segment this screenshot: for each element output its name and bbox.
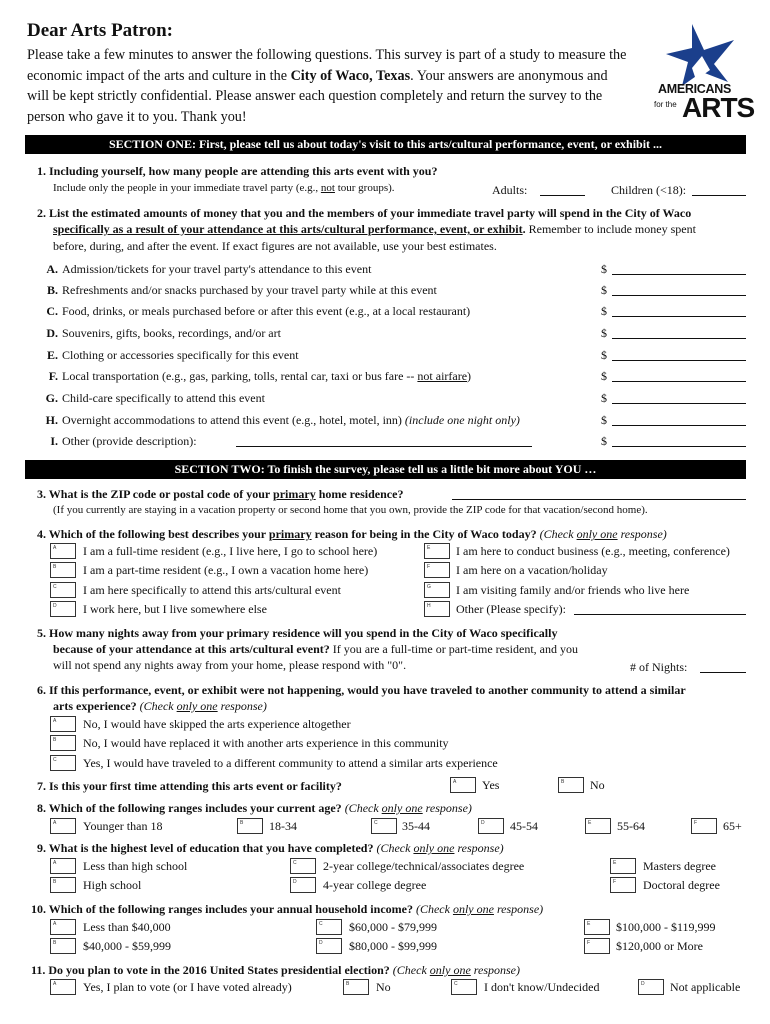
check-text: (Check	[392, 963, 430, 977]
q4-option-label: Other (Please specify):	[456, 602, 566, 616]
q8-text: Which of the following ranges includes your current age?	[48, 801, 342, 815]
dollar-sign: $	[601, 434, 607, 448]
q9-option-checkbox[interactable]: B	[50, 877, 76, 893]
logo-americans: AMERICANS	[658, 82, 731, 96]
q9-option-label: Masters degree	[643, 859, 716, 873]
q4-option-label: I am here on a vacation/holiday	[456, 563, 608, 577]
q11-option-label: I don't know/Undecided	[484, 980, 600, 994]
q8-option-checkbox[interactable]: D	[478, 818, 504, 834]
q10-number: 10.	[31, 902, 46, 916]
q6-line-2	[53, 699, 267, 714]
q6-option-label: No, I would have skipped the arts experience altogether	[83, 717, 351, 731]
q8-option-label: 45-54	[510, 819, 538, 833]
q11-option-checkbox[interactable]: C	[451, 979, 477, 995]
q8-option-label: 55-64	[617, 819, 645, 833]
spending-item	[40, 348, 299, 363]
other-description-field[interactable]	[236, 446, 532, 447]
q10-option-checkbox[interactable]: D	[316, 938, 342, 954]
section-two-bar	[25, 460, 746, 479]
q7-option-checkbox[interactable]: B	[558, 777, 584, 793]
q8-number: 8.	[37, 801, 46, 815]
q3-number: 3.	[37, 487, 46, 501]
q7-option-checkbox[interactable]: A	[450, 777, 476, 793]
q5-line-2	[53, 642, 578, 657]
q5-question	[37, 626, 557, 641]
q10-text: Which of the following ranges includes your annual household income?	[48, 902, 413, 916]
dollar-sign: $	[601, 391, 607, 405]
item-text: Admission/tickets for your travel party's attendance to this event	[62, 262, 372, 276]
item-letter: H.	[45, 413, 58, 427]
q10-option-checkbox[interactable]: A	[50, 919, 76, 935]
q8-option-checkbox[interactable]: B	[237, 818, 263, 834]
spending-item	[40, 304, 470, 319]
q9-text: What is the highest level of education that you have completed?	[48, 841, 374, 855]
q11-option-label: No	[376, 980, 391, 994]
dollar-sign: $	[601, 283, 607, 297]
spending-item	[40, 434, 197, 449]
q2-number: 2.	[37, 206, 46, 220]
nights-label: # of Nights:	[630, 660, 688, 674]
amount-field[interactable]	[612, 446, 746, 447]
item-text: Souvenirs, gifts, books, recordings, and/or art	[62, 326, 281, 340]
item-letter: F.	[48, 369, 58, 383]
q10-option-label: $60,000 - $79,999	[349, 920, 437, 934]
q9-question	[37, 841, 504, 856]
q6-option-label: No, I would have replaced it with another arts experience in this community	[83, 736, 449, 750]
q4-option-checkbox[interactable]: B	[50, 562, 76, 578]
q9-check-hint	[376, 841, 503, 855]
amount-field[interactable]	[612, 360, 746, 361]
q5-number: 5.	[37, 626, 46, 640]
q4-option-checkbox[interactable]: F	[424, 562, 450, 578]
dollar-sign: $	[601, 348, 607, 362]
only-one: only one	[413, 841, 455, 855]
item-letter: A.	[46, 262, 58, 276]
children-field[interactable]	[692, 195, 746, 196]
q5-rest-1: If you are a full-time or part-time resident, and you	[329, 642, 578, 656]
spending-item	[40, 262, 371, 277]
q7-option-label: Yes	[482, 778, 500, 792]
q10-option-label: Less than $40,000	[83, 920, 171, 934]
q10-option-checkbox[interactable]: F	[584, 938, 610, 954]
section-one-bar: SECTION ONE: First, please tell us about today's visit to this arts/cultural performance, event, or exhibit ...	[25, 135, 746, 154]
q9-number: 9.	[37, 841, 46, 855]
response-text: response)	[493, 902, 544, 916]
item-text: Child-care specifically to attend this event	[62, 391, 265, 405]
q6-text-2: arts experience?	[53, 699, 137, 713]
q4-question	[37, 527, 667, 542]
only-one: only one	[576, 527, 618, 541]
intro-city: City of Waco, Texas	[290, 67, 411, 84]
spending-item	[40, 413, 520, 428]
q11-number: 11.	[31, 963, 46, 977]
item-text: Food, drinks, or meals purchased before or after this event (e.g., at a local restaurant)	[62, 304, 471, 318]
q4-option-label: I am visiting family and/or friends who live here	[456, 583, 690, 597]
q9-option-checkbox[interactable]: A	[50, 858, 76, 874]
q2-text-end: .	[522, 222, 526, 236]
q5-text-2: because of your attendance at this arts/cultural event?	[53, 642, 330, 656]
q1-question	[37, 164, 437, 179]
item-letter: C.	[46, 304, 58, 318]
q4-option-label: I am a full-time resident (e.g., I live here, I go to school here)	[83, 544, 378, 558]
intro-paragraph	[27, 45, 627, 127]
q7-question	[37, 779, 342, 794]
q4-option-label: I am here specifically to attend this arts/cultural event	[83, 583, 341, 597]
q5-text-1: How many nights away from your primary residence will you spend in the City of Waco specifically	[49, 626, 558, 640]
q11-option-label: Not applicable	[670, 980, 741, 994]
q4-option-checkbox[interactable]: G	[424, 582, 450, 598]
response-text: response)	[454, 841, 504, 855]
only-one: only one	[381, 801, 423, 815]
q8-option-checkbox[interactable]: A	[50, 818, 76, 834]
q4-other-field[interactable]	[574, 614, 746, 615]
item-italic: (include one night only)	[404, 413, 520, 427]
amount-field[interactable]	[612, 338, 746, 339]
q11-option-checkbox[interactable]: D	[638, 979, 664, 995]
q6-number: 6.	[37, 683, 46, 697]
check-text: (Check	[376, 841, 414, 855]
adults-label: Adults:	[492, 183, 528, 197]
item-extra: not airfare	[417, 369, 468, 383]
section-two-text: SECTION TWO: To finish the survey, please tell us a little bit more about YOU …	[174, 462, 597, 476]
item-letter: E.	[46, 348, 58, 362]
check-text: (Check	[539, 527, 577, 541]
zip-field[interactable]	[452, 499, 746, 500]
q3-primary: primary	[273, 487, 316, 501]
amount-field[interactable]	[612, 425, 746, 426]
q3-text-2: home residence?	[315, 487, 404, 501]
nights-field[interactable]	[700, 672, 746, 673]
dollar-sign: $	[601, 369, 607, 383]
q10-check-hint	[416, 902, 543, 916]
q2-question	[37, 205, 757, 222]
q9-option-checkbox[interactable]: C	[290, 858, 316, 874]
children-label: Children (<18):	[611, 183, 687, 197]
q4-option-checkbox[interactable]: H	[424, 601, 450, 617]
q11-option-checkbox[interactable]: A	[50, 979, 76, 995]
q4-primary: primary	[268, 527, 312, 541]
dollar-sign: $	[601, 304, 607, 318]
q5-rest-2: will not spend any nights away from your home, please respond with "0".	[53, 658, 407, 672]
intro-text-1: Please take a few minutes to answer the following questions. This survey is part of a study to measure the economic impact of the arts and culture in the	[27, 47, 627, 84]
q10-option-checkbox[interactable]: B	[50, 938, 76, 954]
q7-option-label: No	[590, 778, 605, 792]
q4-text-1: Which of the following best describes your	[48, 527, 269, 541]
q8-option-label: 35-44	[402, 819, 430, 833]
q9-option-label: Doctoral degree	[643, 878, 720, 892]
q6-option-label: Yes, I would have traveled to a different community to attend a similar arts experience	[83, 756, 498, 770]
q9-option-checkbox[interactable]: D	[290, 877, 316, 893]
q8-option-checkbox[interactable]: F	[691, 818, 717, 834]
adults-field[interactable]	[540, 195, 585, 196]
spending-item	[40, 369, 471, 384]
q4-number: 4.	[37, 527, 46, 541]
response-text: response)	[217, 699, 267, 713]
dollar-sign: $	[601, 262, 607, 276]
q10-option-checkbox[interactable]: E	[584, 919, 610, 935]
item-tail: )	[467, 369, 472, 383]
item-text: Refreshments and/or snacks purchased by your travel party while at this event	[62, 283, 437, 297]
intro-text-2: . Your answers are anonymous and will be kept strictly confidential. Please answer each question completely and return the survey to the person who gave it to you. Thank you!	[27, 67, 608, 125]
q8-option-label: 65+	[723, 819, 742, 833]
q9-option-checkbox[interactable]: F	[610, 877, 636, 893]
q6-question	[37, 683, 686, 698]
q2-rest-2: before, during, and after the event. If exact figures are not available, use your best estimates.	[53, 239, 497, 253]
logo-arts: ARTS	[682, 92, 755, 123]
item-letter: I.	[50, 434, 58, 448]
q1-note-end: tour groups).	[334, 182, 395, 194]
q8-check-hint	[345, 801, 472, 815]
q10-option-label: $100,000 - $119,999	[616, 920, 716, 934]
q8-question	[37, 801, 472, 816]
q1-note-not: not	[320, 182, 335, 194]
check-text: (Check	[415, 902, 453, 916]
q11-option-checkbox[interactable]: B	[343, 979, 369, 995]
q10-option-label: $40,000 - $59,999	[83, 939, 171, 953]
q4-text-2: reason for being in the City of Waco today?	[311, 527, 537, 541]
item-text: Clothing or accessories specifically for this event	[62, 348, 299, 362]
q11-text: Do you plan to vote in the 2016 United States presidential election?	[48, 963, 390, 977]
q1-note-text: Include only the people in your immediate travel party (e.g.,	[53, 182, 321, 194]
item-letter: G.	[45, 391, 58, 405]
check-text: (Check	[344, 801, 382, 815]
amount-field[interactable]	[612, 403, 746, 404]
spending-item	[40, 283, 437, 298]
q11-check-hint	[393, 963, 520, 977]
q8-option-checkbox[interactable]: E	[585, 818, 611, 834]
amount-field[interactable]	[612, 274, 746, 275]
dollar-sign: $	[601, 413, 607, 427]
q6-text-1: If this performance, event, or exhibit were not happening, would you have traveled to another community to attend a similar	[49, 683, 686, 697]
only-one: only one	[176, 699, 218, 713]
q6-option-checkbox[interactable]: C	[50, 755, 76, 771]
q9-option-checkbox[interactable]: E	[610, 858, 636, 874]
q1-number: 1.	[37, 164, 46, 178]
q10-option-label: $120,000 or More	[616, 939, 703, 953]
only-one: only one	[452, 902, 494, 916]
q1-text: Including yourself, how many people are attending this arts event with you?	[49, 164, 438, 178]
q9-option-label: Less than high school	[83, 859, 188, 873]
item-text: Other (provide description):	[62, 434, 197, 448]
q2-text-1: List the estimated amounts of money that you and the members of your immediate travel party will spend in the City of Waco	[49, 206, 692, 220]
q9-option-label: High school	[83, 878, 142, 892]
q4-check-hint	[540, 527, 667, 541]
q8-option-label: 18-34	[269, 819, 297, 833]
spending-item	[40, 326, 281, 341]
response-text: response)	[617, 527, 667, 541]
q7-text: Is this your first time attending this arts event or facility?	[49, 779, 342, 793]
q6-option-checkbox[interactable]: A	[50, 716, 76, 732]
q3-note: (If you currently are staying in a vacation property or second home that you own, provide the ZIP code for that vacation/second home).	[53, 504, 648, 516]
item-letter: B.	[46, 283, 58, 297]
only-one: only one	[429, 963, 471, 977]
q8-option-checkbox[interactable]: C	[371, 818, 397, 834]
page-title: Dear Arts Patron:	[27, 20, 173, 41]
response-text: response)	[470, 963, 520, 977]
q4-option-label: I work here, but I live somewhere else	[83, 602, 267, 616]
q8-option-label: Younger than 18	[83, 819, 163, 833]
q3-text-1: What is the ZIP code or postal code of your	[48, 487, 274, 501]
amount-field[interactable]	[612, 381, 746, 382]
q11-question	[31, 963, 520, 978]
q6-check-hint	[140, 699, 267, 713]
q4-option-label: I am a part-time resident (e.g., I own a vacation home here)	[83, 563, 369, 577]
q9-option-label: 2-year college/technical/associates degree	[323, 859, 525, 873]
q2-rest-1: Remember to include money spent	[525, 222, 696, 236]
amount-field[interactable]	[612, 316, 746, 317]
q11-option-label: Yes, I plan to vote (or I have voted already)	[83, 980, 292, 994]
q4-option-checkbox[interactable]: D	[50, 601, 76, 617]
q4-option-checkbox[interactable]: E	[424, 543, 450, 559]
q4-option-checkbox[interactable]: C	[50, 582, 76, 598]
q2-line-2	[53, 222, 696, 237]
response-text: response)	[422, 801, 472, 815]
dollar-sign: $	[601, 326, 607, 340]
item-text: Local transportation (e.g., gas, parking, tolls, rental car, taxi or bus fare --	[62, 369, 418, 383]
spending-item	[40, 391, 265, 406]
q9-option-label: 4-year college degree	[323, 878, 427, 892]
item-letter: D.	[46, 326, 58, 340]
q10-question	[31, 902, 543, 917]
item-text: Overnight accommodations to attend this event (e.g., hotel, motel, inn)	[62, 413, 405, 427]
q1-note	[53, 182, 395, 194]
q7-number: 7.	[37, 779, 46, 793]
check-text: (Check	[139, 699, 177, 713]
q3-question	[37, 487, 403, 502]
amount-field[interactable]	[612, 295, 746, 296]
q4-option-label: I am here to conduct business (e.g., meeting, conference)	[456, 544, 730, 558]
q4-option-checkbox[interactable]: A	[50, 543, 76, 559]
q10-option-checkbox[interactable]: C	[316, 919, 342, 935]
americans-for-the-arts-logo	[652, 20, 755, 124]
q10-option-label: $80,000 - $99,999	[349, 939, 437, 953]
q2-text-ul: specifically as a result of your attendance at this arts/cultural performance, event, or exhibit	[53, 222, 523, 236]
logo-for-the: for the	[654, 100, 677, 109]
q6-option-checkbox[interactable]: B	[50, 735, 76, 751]
